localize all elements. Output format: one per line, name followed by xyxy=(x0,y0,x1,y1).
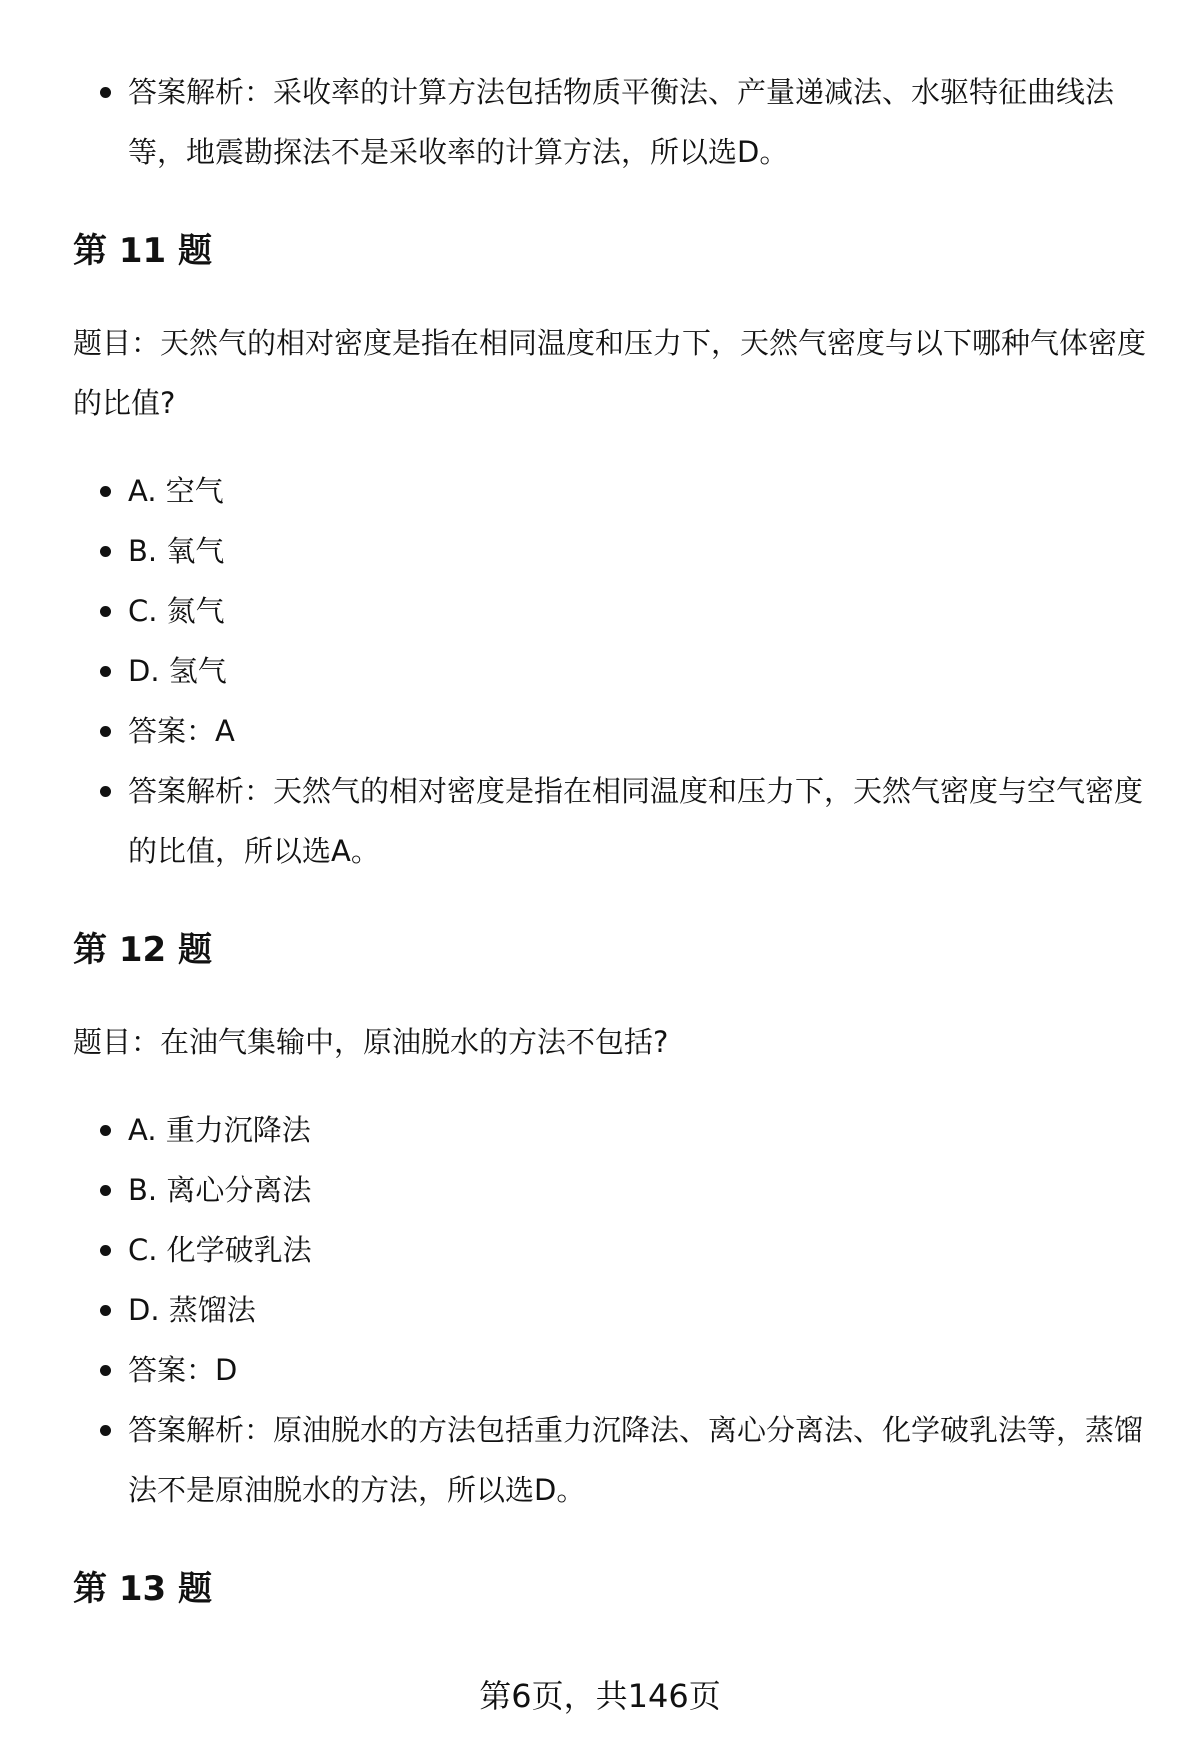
answer-text: 答案：A xyxy=(128,714,235,748)
option-item xyxy=(73,641,1153,701)
explanation-text: 答案解析：采收率的计算方法包括物质平衡法、产量递减法、水驱特征曲线法等，地震勘探法不是采收率的计算方法，所以选D。 xyxy=(128,75,1115,169)
answer-text: 答案：D xyxy=(128,1353,238,1387)
explanation-item xyxy=(73,1400,1153,1520)
explanation-item xyxy=(73,62,1153,182)
bullet-icon xyxy=(100,1305,111,1316)
option-text: C. 化学破乳法 xyxy=(128,1233,312,1267)
explanation-item xyxy=(73,761,1153,881)
bullet-icon xyxy=(100,87,111,98)
question-stem: 题目：天然气的相对密度是指在相同温度和压力下，天然气密度与以下哪种气体密度的比值? xyxy=(73,326,1147,420)
bullet-icon xyxy=(100,1425,111,1436)
explanation-text: 答案解析：原油脱水的方法包括重力沉降法、离心分离法、化学破乳法等，蒸馏法不是原油脱水的方法，所以选D。 xyxy=(128,1413,1144,1507)
option-item xyxy=(73,1100,1153,1160)
option-item xyxy=(73,581,1153,641)
option-text: C. 氮气 xyxy=(128,594,225,628)
bullet-icon xyxy=(100,1185,111,1196)
option-text: D. 氢气 xyxy=(128,654,227,688)
bullet-icon xyxy=(100,1365,111,1376)
bullet-icon xyxy=(100,1125,111,1136)
option-item xyxy=(73,1160,1153,1220)
prev-question-bullets xyxy=(73,62,1153,182)
option-item xyxy=(73,461,1153,521)
question-heading: 第 11 题 xyxy=(73,231,212,271)
option-item xyxy=(73,521,1153,581)
option-text: A. 重力沉降法 xyxy=(128,1113,311,1147)
page-number: 第6页，共146页 xyxy=(479,1677,721,1715)
option-item xyxy=(73,1220,1153,1280)
question-heading: 第 13 题 xyxy=(73,1569,212,1609)
bullet-icon xyxy=(100,546,111,557)
bullet-icon xyxy=(100,606,111,617)
question-options xyxy=(73,461,1153,881)
option-text: B. 离心分离法 xyxy=(128,1173,312,1207)
bullet-icon xyxy=(100,1245,111,1256)
bullet-icon xyxy=(100,786,111,797)
question-options xyxy=(73,1100,1153,1520)
document-page xyxy=(73,62,1153,1613)
explanation-text: 答案解析：天然气的相对密度是指在相同温度和压力下，天然气密度与空气密度的比值，所以选A。 xyxy=(128,774,1144,868)
answer-item xyxy=(73,701,1153,761)
option-text: A. 空气 xyxy=(128,474,224,508)
bullet-icon xyxy=(100,486,111,497)
bullet-icon xyxy=(100,666,111,677)
option-text: D. 蒸馏法 xyxy=(128,1293,256,1327)
option-text: B. 氧气 xyxy=(128,534,225,568)
answer-item xyxy=(73,1340,1153,1400)
option-item xyxy=(73,1280,1153,1340)
question-stem: 题目：在油气集输中，原油脱水的方法不包括? xyxy=(73,1025,669,1059)
bullet-icon xyxy=(100,726,111,737)
question-heading: 第 12 题 xyxy=(73,930,212,970)
